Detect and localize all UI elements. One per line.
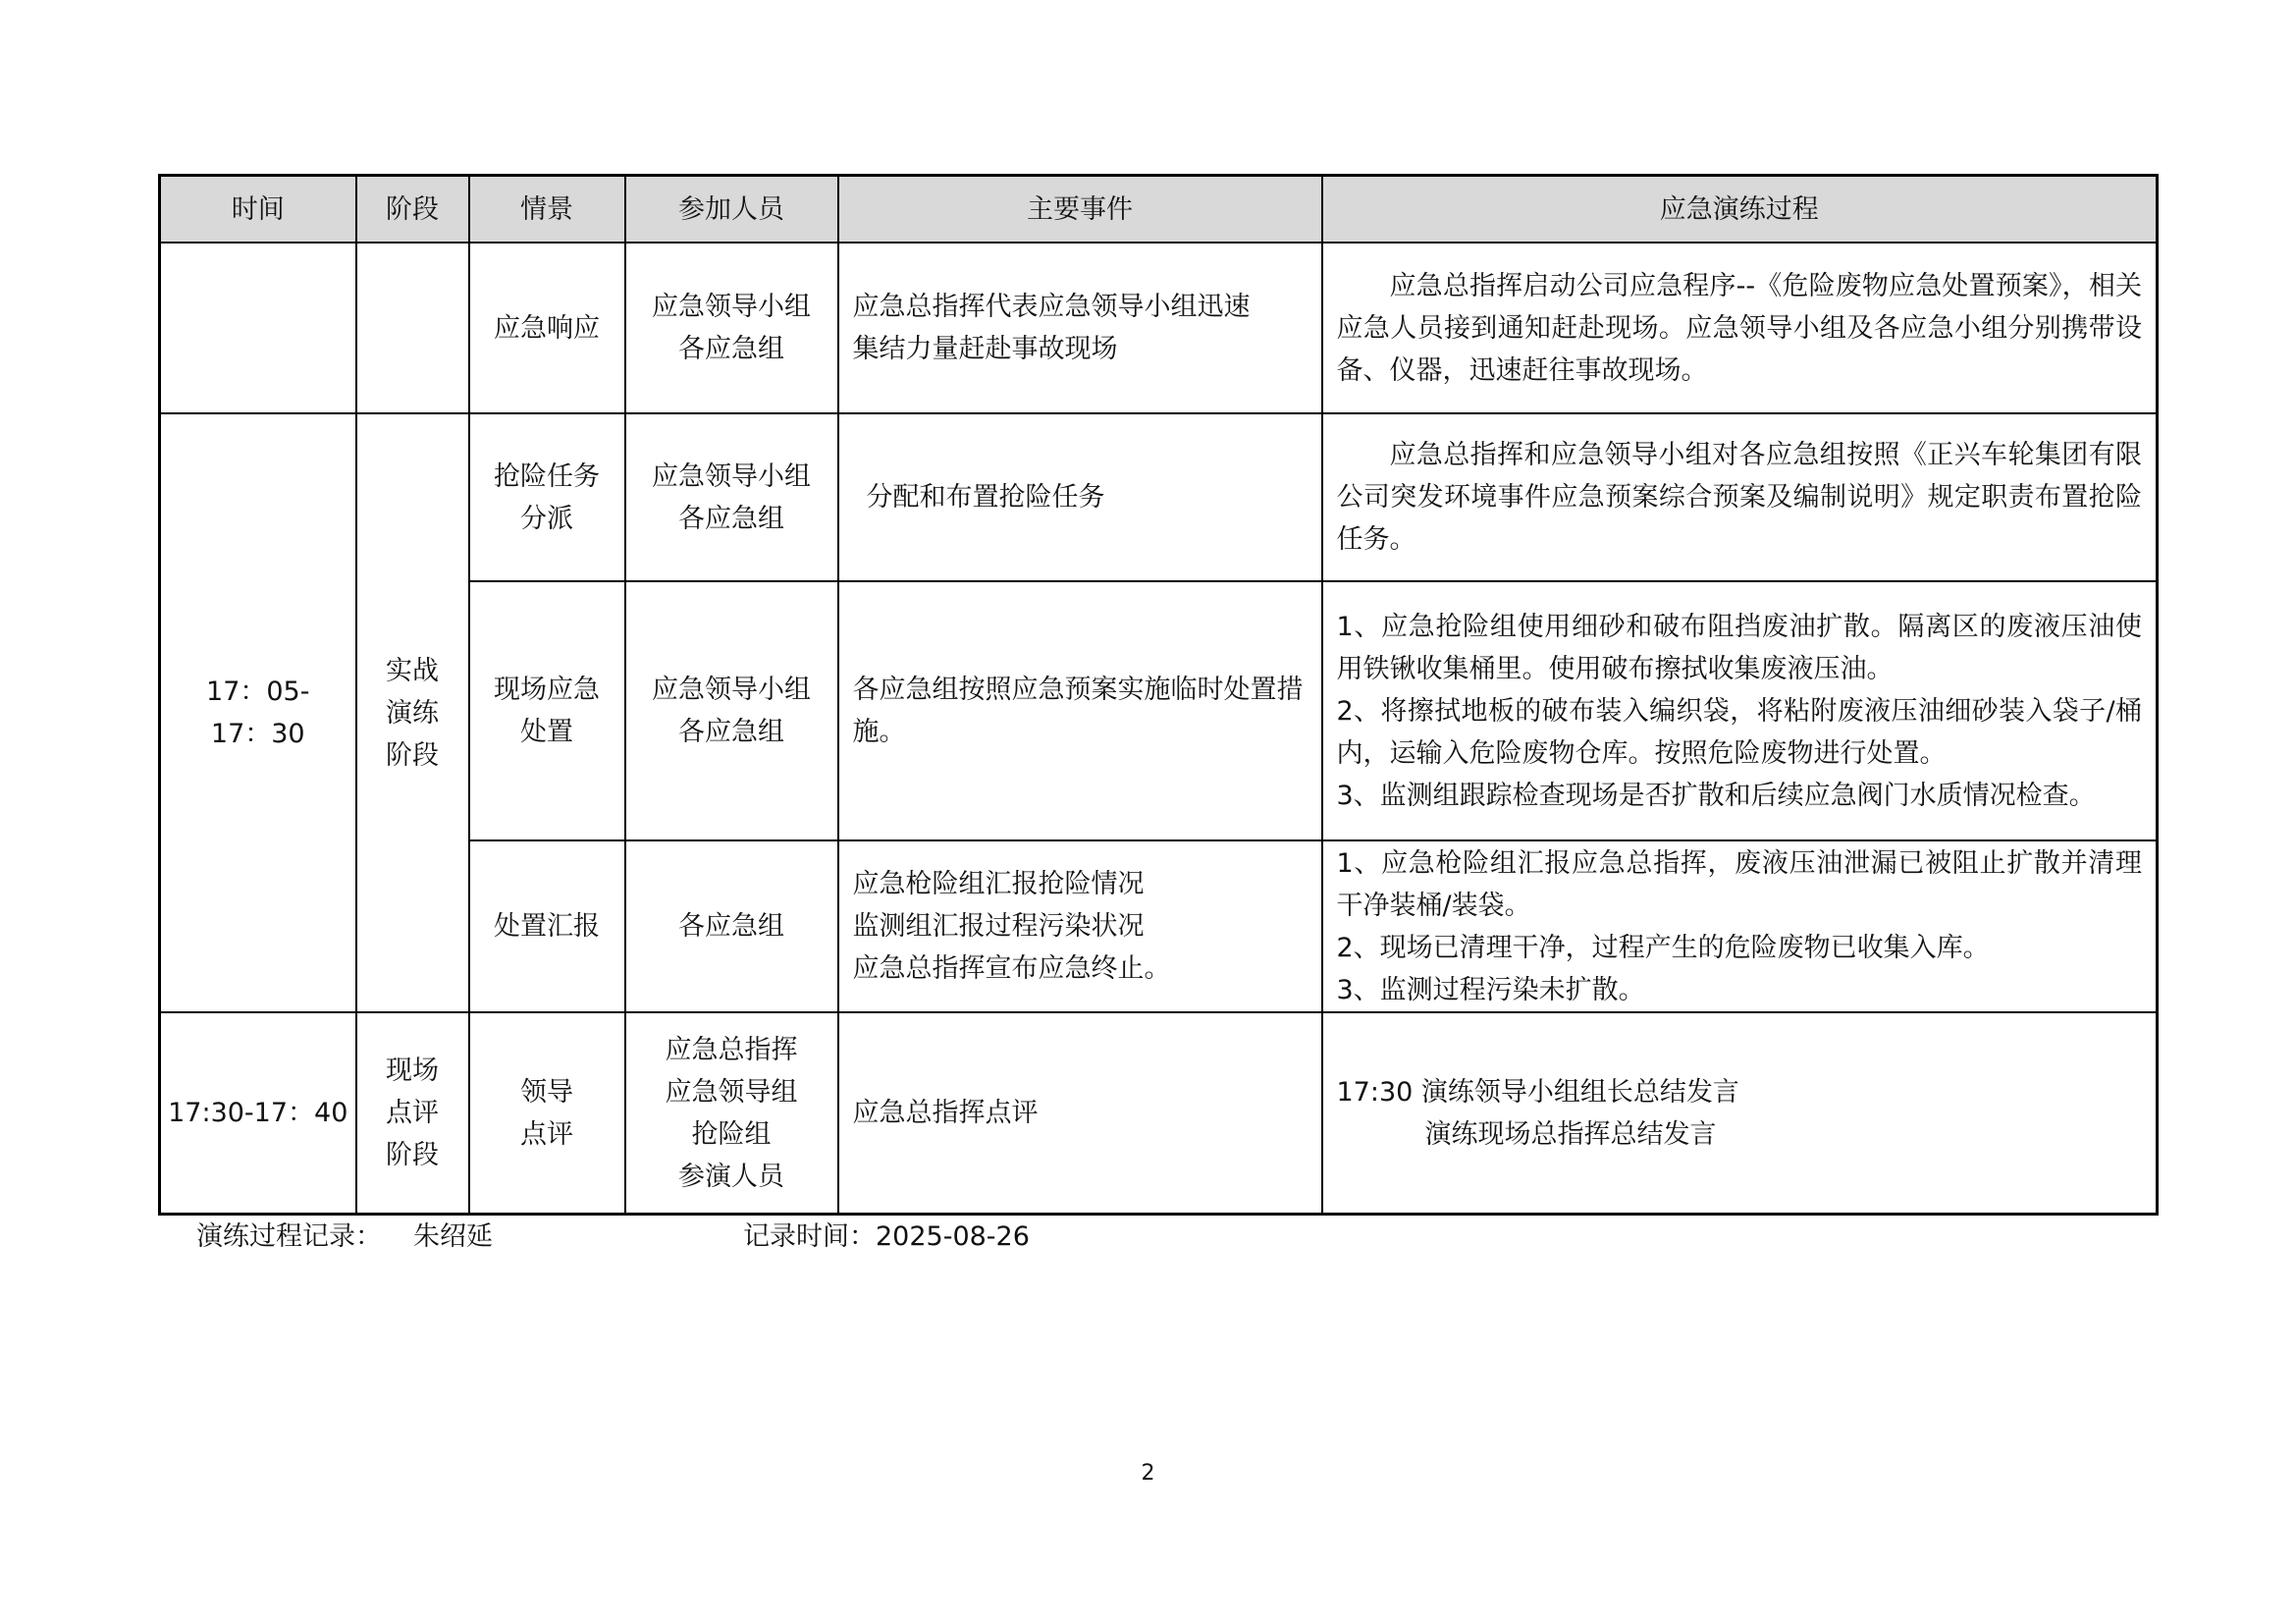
participant: 应急领导组 — [665, 1076, 798, 1108]
recorder-label: 演练过程记录： — [196, 1221, 382, 1252]
process-item: 演练现场总指挥总结发言 — [1424, 1118, 1717, 1150]
participants-cell — [625, 1012, 838, 1215]
process-cell — [1322, 243, 2158, 413]
event-line: 集结力量赶赴事故现场 — [852, 334, 1118, 364]
participants-cell — [625, 243, 838, 413]
recorder-name: 朱绍延 — [413, 1221, 493, 1252]
process-text: 应急总指挥启动公司应急程序--《危险废物应急处置预案》，相关应急人员接到通知赶赴现场。应急领导小组及各应急小组分别携带设备、仪器，迅速赶往事故现场。 — [1336, 270, 2142, 386]
stage-cell — [356, 243, 469, 413]
event-line: 应急总指挥点评 — [852, 1098, 1039, 1128]
event-cell — [838, 1012, 1322, 1215]
event-line: 应急总指挥代表应急领导小组迅速 — [852, 292, 1251, 322]
header-participants: 参加人员 — [625, 176, 838, 244]
footer-recorder — [196, 1215, 493, 1253]
participants-cell — [625, 413, 838, 581]
header-time: 时间 — [160, 176, 356, 244]
table-row — [160, 1012, 2158, 1215]
participant: 应急领导小组 — [652, 460, 811, 492]
header-process: 应急演练过程 — [1322, 176, 2158, 244]
participant: 各应急组 — [678, 911, 784, 942]
event-line: 监测组汇报过程污染状况 — [852, 911, 1145, 942]
event-line: 各应急组按照应急预案实施临时处置措施。 — [852, 675, 1304, 747]
process-cell — [1322, 1012, 2158, 1215]
process-item: 17:30 演练领导小组组长总结发言 — [1336, 1076, 1739, 1108]
scene-cell: 处置汇报 — [469, 840, 625, 1012]
scene-cell: 应急响应 — [469, 243, 625, 413]
participant: 各应急组 — [678, 503, 784, 534]
stage-cell — [356, 413, 469, 1012]
record-time-value: 2025-08-26 — [876, 1221, 1030, 1252]
event-cell — [838, 581, 1322, 840]
participant: 各应急组 — [678, 334, 784, 364]
process-item: 3、监测组跟踪检查现场是否扩散和后续应急阀门水质情况检查。 — [1336, 780, 2096, 811]
header-stage: 阶段 — [356, 176, 469, 244]
table-header-row — [160, 176, 2158, 244]
process-cell — [1322, 413, 2158, 581]
process-item: 1、应急抢险组使用细砂和破布阻挡废油扩散。隔离区的废液压油使用铁锹收集桶里。使用破布擦拭收集废液压油。 — [1336, 611, 2142, 684]
drill-record-table — [158, 174, 2159, 1216]
participant: 抢险组 — [691, 1118, 772, 1150]
stage-cell — [356, 1012, 469, 1215]
header-main-event: 主要事件 — [838, 176, 1322, 244]
process-item: 3、监测过程污染未扩散。 — [1336, 974, 1645, 1005]
participants-cell — [625, 840, 838, 1012]
event-line: 应急枪险组汇报抢险情况 — [852, 869, 1145, 899]
process-text: 应急总指挥和应急领导小组对各应急组按照《正兴车轮集团有限公司突发环境事件应急预案综合预案及编制说明》规定职责布置抢险任务。 — [1336, 440, 2142, 555]
scene-value: 抢险任务分派 — [493, 460, 600, 534]
footer-record-time — [743, 1215, 1030, 1253]
event-line: 应急总指挥宣布应急终止。 — [852, 953, 1171, 984]
time-cell — [160, 413, 356, 1012]
participant: 应急领导小组 — [652, 292, 811, 322]
page-number: 2 — [1141, 1461, 1155, 1486]
participants-cell — [625, 581, 838, 840]
scene-value: 现场应急处置 — [493, 675, 600, 747]
event-cell — [838, 840, 1322, 1012]
stage-value: 现场点评阶段 — [386, 1056, 439, 1170]
stage-value: 实战演练阶段 — [386, 655, 439, 771]
table-row — [160, 413, 2158, 581]
event-cell — [838, 413, 1322, 581]
participant: 参演人员 — [678, 1161, 784, 1192]
process-cell — [1322, 840, 2158, 1012]
process-item: 2、现场已清理干净，过程产生的危险废物已收集入库。 — [1336, 932, 1990, 963]
process-item: 1、应急枪险组汇报应急总指挥，废液压油泄漏已被阻止扩散并清理干净装桶/装袋。 — [1336, 847, 2142, 921]
header-scene: 情景 — [469, 176, 625, 244]
scene-cell — [469, 413, 625, 581]
participant: 应急领导小组 — [652, 675, 811, 705]
process-item: 2、将擦拭地板的破布装入编织袋，将粘附废液压油细砂装入袋子/桶内，运输入危险废物仓库。按照危险废物进行处置。 — [1336, 695, 2142, 769]
scene-value: 领导点评 — [520, 1076, 573, 1150]
process-cell — [1322, 581, 2158, 840]
participant: 应急总指挥 — [665, 1034, 798, 1065]
event-cell — [838, 243, 1322, 413]
participant: 各应急组 — [678, 717, 784, 747]
record-time-label: 记录时间： — [743, 1221, 876, 1252]
scene-cell — [469, 1012, 625, 1215]
event-line: 分配和布置抢险任务 — [866, 482, 1105, 513]
time-cell: 17:30-17：40 — [160, 1012, 356, 1215]
table-row — [160, 243, 2158, 413]
time-cell — [160, 243, 356, 413]
scene-cell — [469, 581, 625, 840]
time-value: 17：05-17：30 — [206, 677, 310, 749]
